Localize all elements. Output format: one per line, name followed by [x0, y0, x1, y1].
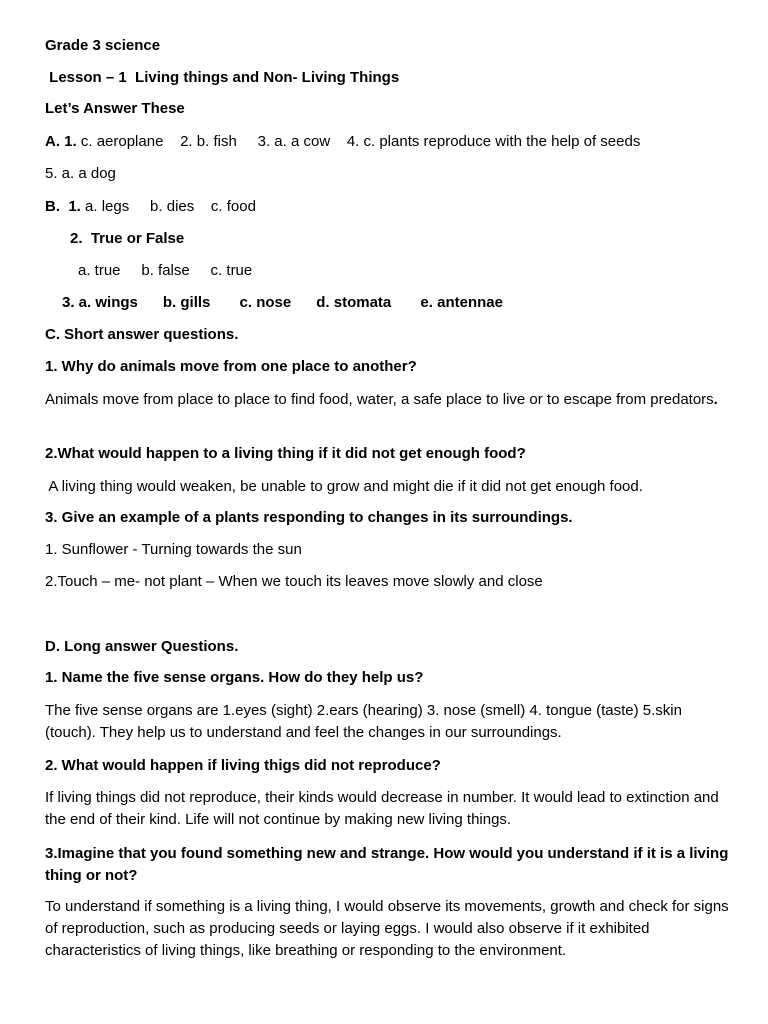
section-c-question-2: 2.What would happen to a living thing if it did not get enough food?	[45, 445, 526, 462]
section-c-question-1: 1. Why do animals move from one place to another?	[45, 358, 417, 375]
section-d-answer-1: The five sense organs are 1.eyes (sight) 2.ears (hearing) 3. nose (smell) 4. tongue (taste) 5.skin (touch). They help us to understand and feel the changes in our surroundings.	[45, 702, 682, 741]
section-a-label: A. 1.	[45, 133, 77, 150]
section-d-question-1: 1. Name the five sense organs. How do they help us?	[45, 669, 424, 686]
section-a-line-1	[45, 133, 640, 151]
section-d-answer-2: If living things did not reproduce, their kinds would decrease in number. It would lead to extinction and the end of their kind. Life will not continue by making new living things.	[45, 789, 719, 828]
section-c-answer-1-end: .	[713, 391, 718, 408]
section-c-answer-1-text: Animals move from place to place to find food, water, a safe place to live or to escape from predators	[45, 391, 714, 408]
lesson-title: Lesson – 1 Living things and Non- Living Things	[45, 69, 400, 86]
section-b-label: B. 1.	[45, 198, 81, 215]
section-b-q2-title: 2. True or False	[70, 230, 185, 247]
lets-answer-heading: Let’s Answer These	[45, 100, 185, 117]
section-c-title: C. Short answer questions.	[45, 326, 239, 343]
section-c-answer-3-2: 2.Touch – me- not plant – When we touch its leaves move slowly and close	[45, 573, 543, 590]
section-c-question-3: 3. Give an example of a plants responding to changes in its surroundings.	[45, 509, 573, 526]
section-b-q2-answers: a. true b. false c. true	[78, 262, 253, 279]
section-d-answer-3: To understand if something is a living thing, I would observe its movements, growth and check for signs of reproduction, such as producing seeds or laying eggs. I would also observe if it exhibited characteristics of living things, like breathing or responding to the environment.	[45, 898, 729, 959]
section-a-line-2: 5. a. a dog	[45, 165, 116, 182]
section-d-title: D. Long answer Questions.	[45, 638, 239, 655]
section-d-question-3: 3.Imagine that you found something new and strange. How would you understand if it is a living thing or not?	[45, 845, 729, 884]
section-b-q1-answers: a. legs b. dies c. food	[80, 198, 256, 215]
section-a-answers: c. aeroplane 2. b. fish 3. a. a cow 4. c. plants reproduce with the help of seeds	[76, 133, 641, 150]
section-c-answer-1	[45, 389, 735, 411]
section-c-answer-2: A living thing would weaken, be unable to grow and might die if it did not get enough food.	[45, 478, 643, 495]
section-b-q3-answers: 3. a. wings b. gills c. nose d. stomata e. antennae	[62, 294, 503, 311]
section-b-line-1	[45, 198, 256, 216]
grade-heading: Grade 3 science	[45, 37, 161, 54]
section-d-question-2: 2. What would happen if living thigs did not reproduce?	[45, 757, 441, 774]
section-c-answer-3-1: 1. Sunflower - Turning towards the sun	[45, 541, 302, 558]
